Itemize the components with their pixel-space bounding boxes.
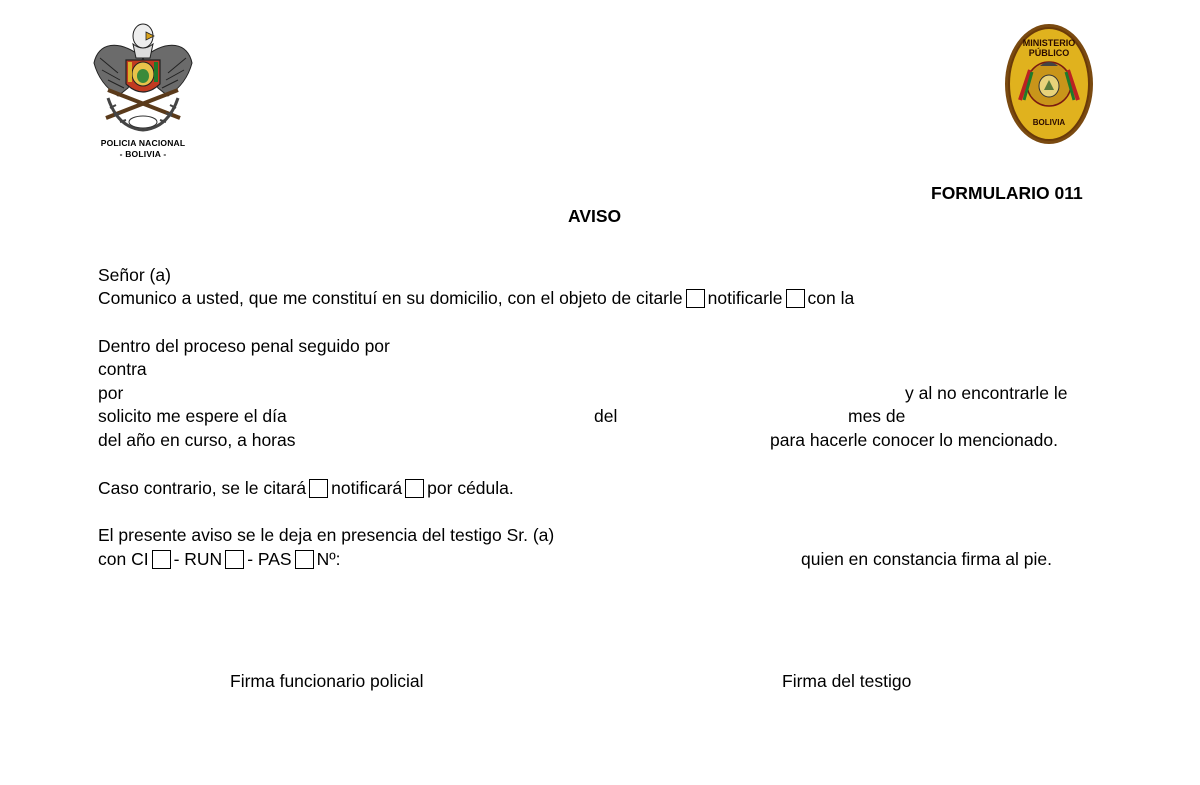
notice-line-2: Dentro del proceso penal seguido por <box>98 336 390 356</box>
line1-text-c: con la <box>807 288 855 308</box>
notice-line-9 <box>98 548 341 570</box>
line9-text-d: Nº: <box>316 549 341 569</box>
ci-checkbox[interactable] <box>152 550 171 569</box>
document-title: AVISO <box>568 206 622 226</box>
line6-text-a: del año en curso, a horas <box>98 430 296 450</box>
notificara-checkbox[interactable] <box>405 479 424 498</box>
salutation: Señor (a) <box>98 265 171 285</box>
line1-text-b: notificarle <box>707 288 783 308</box>
line9-text-b: - RUN <box>173 549 223 569</box>
line5-text-c: mes de <box>848 406 906 426</box>
police-logo-line2: - BOLIVIA - <box>119 149 167 159</box>
citara-checkbox[interactable] <box>309 479 328 498</box>
line5-text-a: solicito me espere el día <box>98 406 287 426</box>
notice-line-8: El presente aviso se le deja en presencia del testigo Sr. (a) <box>98 525 555 545</box>
notice-line-7 <box>98 477 514 499</box>
witness-signature-label: Firma del testigo <box>782 671 912 691</box>
line9-text-e: quien en constancia firma al pie. <box>801 549 1052 569</box>
notificarle-checkbox[interactable] <box>786 289 805 308</box>
police-logo-line1: POLICIA NACIONAL <box>100 138 186 148</box>
line7-text-b: notificará <box>331 478 403 498</box>
line5-text-b: del <box>594 406 618 426</box>
run-checkbox[interactable] <box>225 550 244 569</box>
line9-text-c: - PAS <box>247 549 292 569</box>
eagle-emblem-icon <box>88 18 198 146</box>
pas-checkbox[interactable] <box>295 550 314 569</box>
form-number: FORMULARIO 011 <box>931 183 1083 203</box>
mp-logo-line1: MINISTERIO <box>1022 38 1076 48</box>
line9-text-a: con CI <box>98 549 149 569</box>
mp-logo-line3: BOLIVIA <box>1032 118 1066 127</box>
line7-text-c: por cédula. <box>427 478 514 498</box>
line6-text-b: para hacerle conocer lo mencionado. <box>770 430 1058 450</box>
line4-text-b: y al no encontrarle le <box>905 383 1068 403</box>
ministerio-publico-logo <box>1000 20 1098 148</box>
line4-text-a: por <box>98 383 124 403</box>
officer-signature-label: Firma funcionario policial <box>230 671 424 691</box>
line7-text-a: Caso contrario, se le citará <box>98 478 307 498</box>
citarle-checkbox[interactable] <box>686 289 705 308</box>
line1-text-a: Comunico a usted, que me constituí en su domicilio, con el objeto de citarle <box>98 288 683 308</box>
policia-nacional-logo <box>88 18 198 166</box>
mp-logo-line2: PÚBLICO <box>1028 48 1070 58</box>
notice-line-3: contra <box>98 359 147 379</box>
notice-line-1 <box>98 287 854 309</box>
